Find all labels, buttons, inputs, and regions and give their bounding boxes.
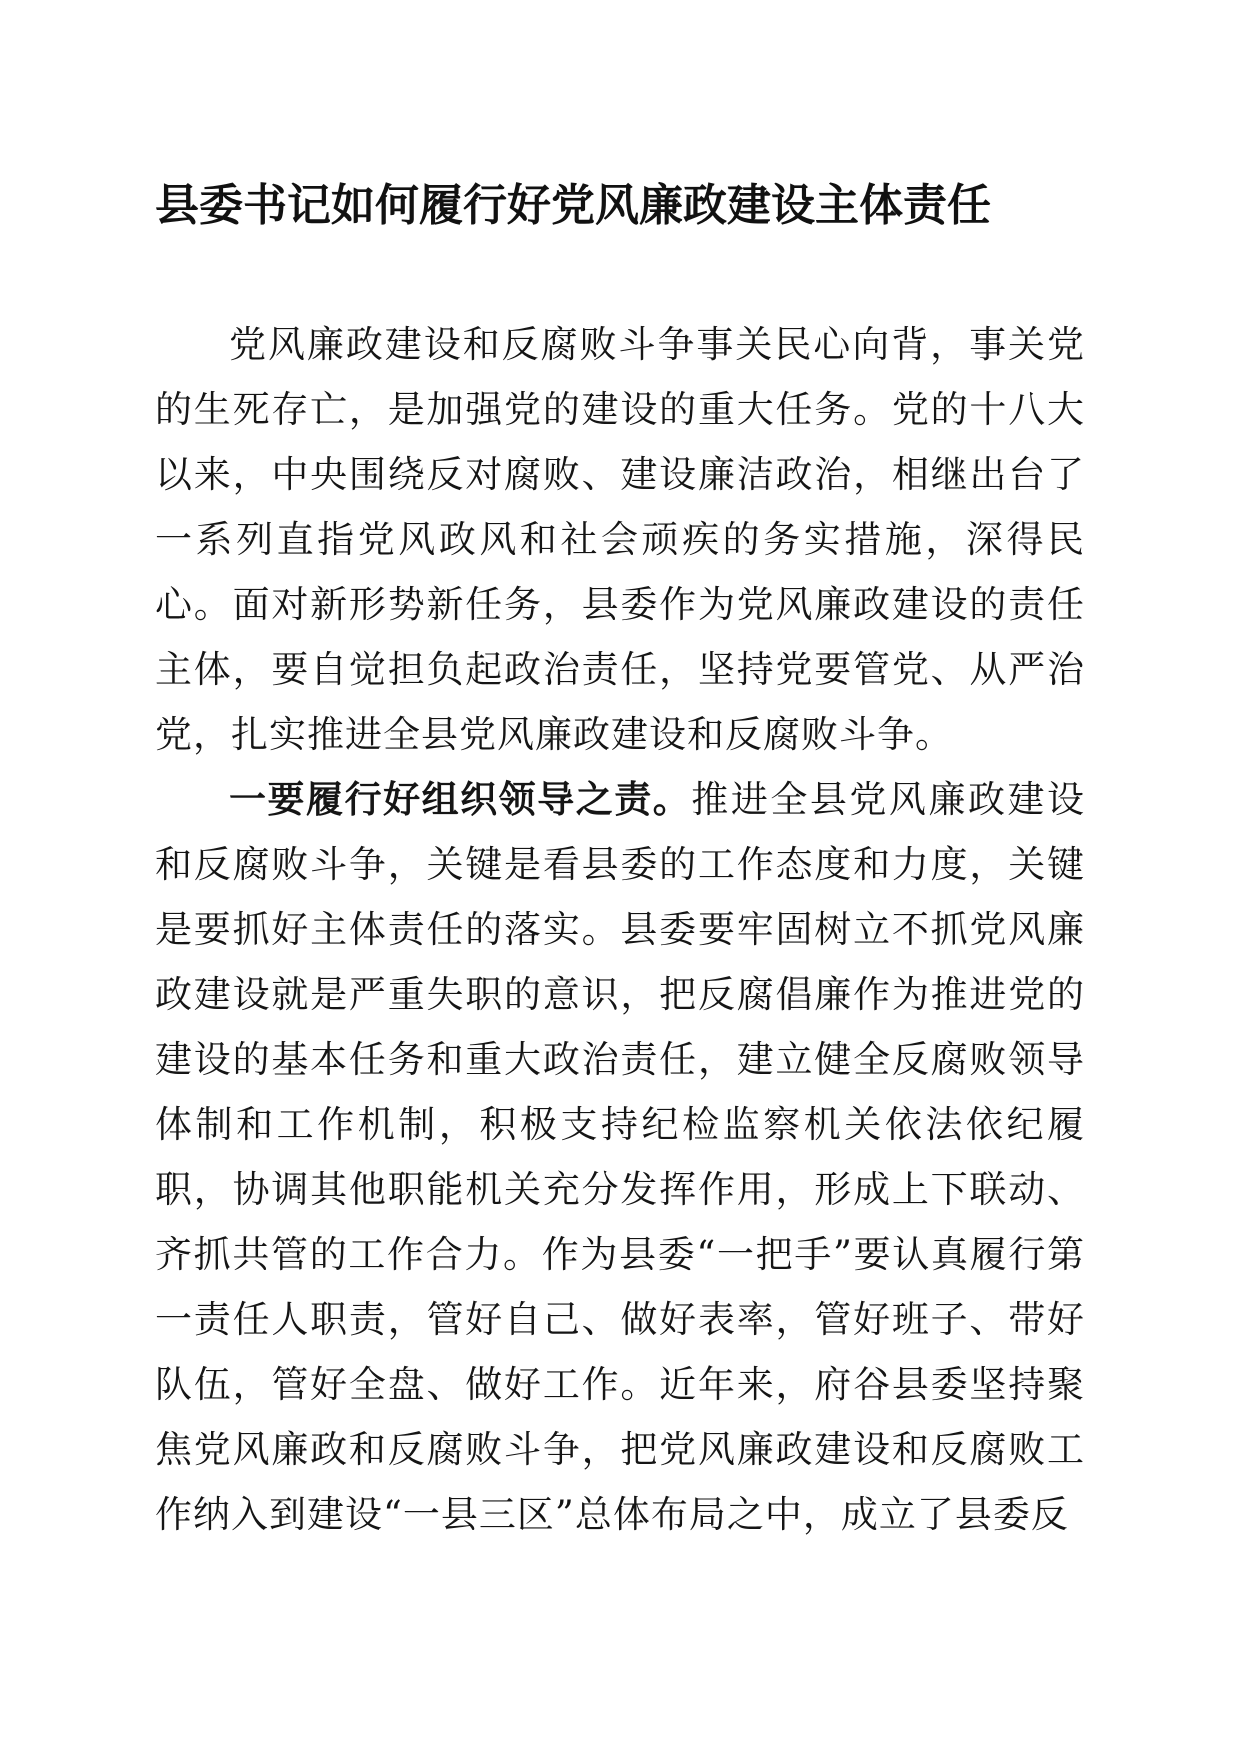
- document-body: [155, 312, 1085, 1547]
- paragraph-organizational-leadership: [155, 767, 1085, 1547]
- document-title: 县委书记如何履行好党风廉政建设主体责任: [155, 180, 991, 231]
- paragraph-text: 推进全县党风廉政建设和反腐败斗争，关键是看县委的工作态度和力度，关键是要抓好主体责任的落实。县委要牢固树立不抓党风廉政建设就是严重失职的意识，把反腐倡廉作为推进党的建设的基本任务和重大政治责任，建立健全反腐败领导体制和工作机制，积极支持纪检监察机关依法依纪履职，协调其他职能机关充分发挥作用，形成上下联动、齐抓共管的工作合力。作为县委“一把手”要认真履行第一责任人职责，管好自己、做好表率，管好班子、带好队伍，管好全盘、做好工作。近年来，府谷县委坚持聚焦党风廉政和反腐败斗争，把党风廉政建设和反腐败工作纳入到建设“一县三区”总体布局之中，成立了县委反: [155, 778, 1086, 1536]
- paragraph-text: 党风廉政建设和反腐败斗争事关民心向背，事关党的生死存亡，是加强党的建设的重大任务。党的十八大以来，中央围绕反对腐败、建设廉洁政治，相继出台了一系列直指党风政风和社会顽疾的务实措施，深得民心。面对新形势新任务，县委作为党风廉政建设的责任主体，要自觉担负起政治责任，坚持党要管党、从严治党，扎实推进全县党风廉政建设和反腐败斗争。: [155, 323, 1085, 756]
- paragraph-intro: [155, 312, 1085, 767]
- paragraph-lead-heading: 一要履行好组织领导之责。: [229, 778, 692, 821]
